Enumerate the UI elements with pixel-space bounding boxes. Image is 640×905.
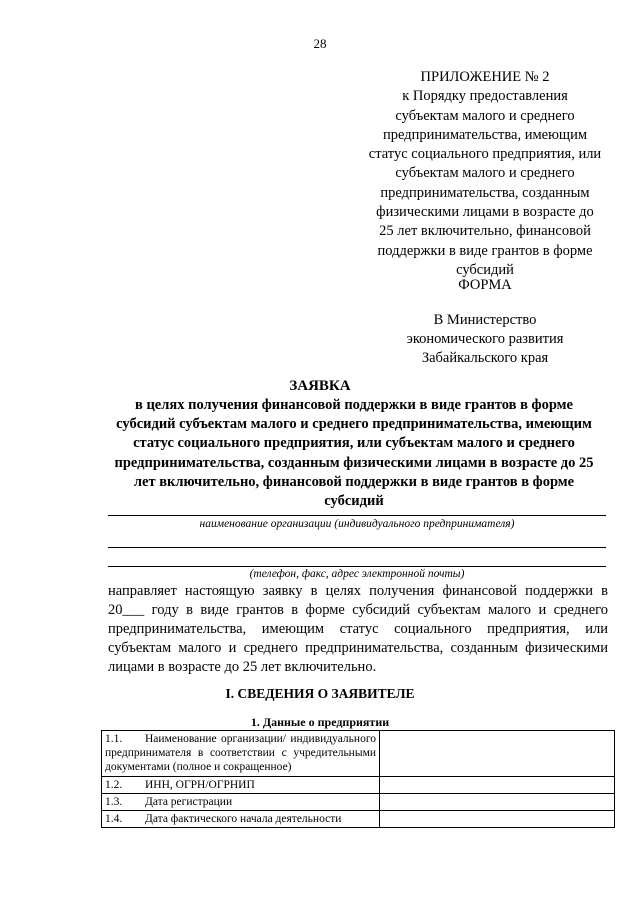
appendix-block — [355, 68, 615, 280]
row-label-cell — [102, 793, 380, 810]
contacts-caption: (телефон, факс, адрес электронной почты) — [249, 568, 465, 580]
row-label: Дата регистрации — [145, 795, 233, 808]
application-title: ЗАЯВКА — [289, 378, 351, 394]
table-title: 1. Данные о предприятии — [250, 715, 390, 729]
subtitle-line: лет включительно, финансовой поддержки в виде грантов в форме — [133, 473, 575, 490]
application-body-text: направляет настоящую заявку в целях получения финансовой поддержки в 20___ году в виде грантов в форме субсидий субъектам малого и среднего предпринимательства, имеющим статус социального предприятия, или субъектам малого и среднего предпринимательства, созданным физическими лицами в возрасте до 25 лет включительно. — [108, 583, 608, 675]
appendix-title: ПРИЛОЖЕНИЕ № 2 — [420, 69, 550, 85]
addressee-line: В Министерство — [433, 312, 537, 328]
addressee-line: экономического развития — [406, 331, 564, 347]
organization-fill-line[interactable] — [108, 515, 606, 516]
table-row — [102, 731, 615, 777]
row-number: 1.4. — [105, 813, 123, 826]
subtitle-line: предпринимательства, созданным физическими лицами в возрасте до 25 — [114, 454, 594, 471]
appendix-line: физическими лицами в возрасте до — [376, 204, 594, 221]
row-value-cell[interactable] — [380, 811, 615, 828]
appendix-line: предпринимательства, имеющим — [382, 126, 588, 143]
row-label: Наименование организации/ индивидуального предпринимателя в соответствии с учредительными документами (полное и сокращенное) — [105, 733, 376, 774]
row-value-cell[interactable] — [380, 793, 615, 810]
row-number: 1.2. — [105, 778, 123, 791]
table-row — [102, 776, 615, 793]
table-row — [102, 793, 615, 810]
subtitle-line: в целях получения финансовой поддержки в виде грантов в форме — [135, 397, 573, 413]
row-number: 1.3. — [105, 795, 123, 808]
addressee-block — [370, 311, 600, 368]
contacts-fill-line-2[interactable] — [108, 566, 606, 567]
appendix-line: субсидий — [456, 261, 514, 278]
subtitle-line: субсидий — [324, 493, 384, 510]
addressee-line: Забайкальского края — [421, 350, 549, 366]
row-label-cell — [102, 776, 380, 793]
organization-caption: наименование организации (индивидуального предпринимателя) — [199, 518, 515, 530]
page-number: 28 — [313, 36, 327, 51]
subtitle-line: субсидий субъектам малого и среднего предпринимательства, имеющим — [116, 416, 592, 433]
row-label-cell — [102, 731, 380, 777]
appendix-line: 25 лет включительно, финансовой — [379, 223, 591, 240]
appendix-line: статус социального предприятия, или — [368, 146, 602, 163]
appendix-line: к Порядку предоставления — [402, 88, 568, 105]
enterprise-data-table — [101, 730, 615, 828]
row-label-cell — [102, 811, 380, 828]
appendix-line: поддержки в виде грантов в форме — [377, 242, 593, 259]
section-title: I. СВЕДЕНИЯ О ЗАЯВИТЕЛЕ — [225, 686, 415, 701]
appendix-line: предпринимательства, созданным — [380, 184, 590, 201]
table-row — [102, 811, 615, 828]
form-label: ФОРМА — [458, 277, 512, 293]
row-label: ИНН, ОГРН/ОГРНИП — [145, 778, 255, 791]
row-label: Дата фактического начала деятельности — [145, 813, 342, 826]
row-number: 1.1. — [105, 733, 123, 745]
application-subtitle — [94, 396, 614, 511]
row-value-cell[interactable] — [380, 776, 615, 793]
appendix-line: субъектам малого и среднего — [395, 165, 575, 182]
appendix-line: субъектам малого и среднего — [395, 107, 575, 124]
contacts-fill-line-1[interactable] — [108, 547, 606, 548]
row-value-cell[interactable] — [380, 731, 615, 777]
subtitle-line: статус социального предприятия, или субъектам малого и среднего — [133, 435, 575, 452]
appendix-text — [355, 87, 615, 280]
